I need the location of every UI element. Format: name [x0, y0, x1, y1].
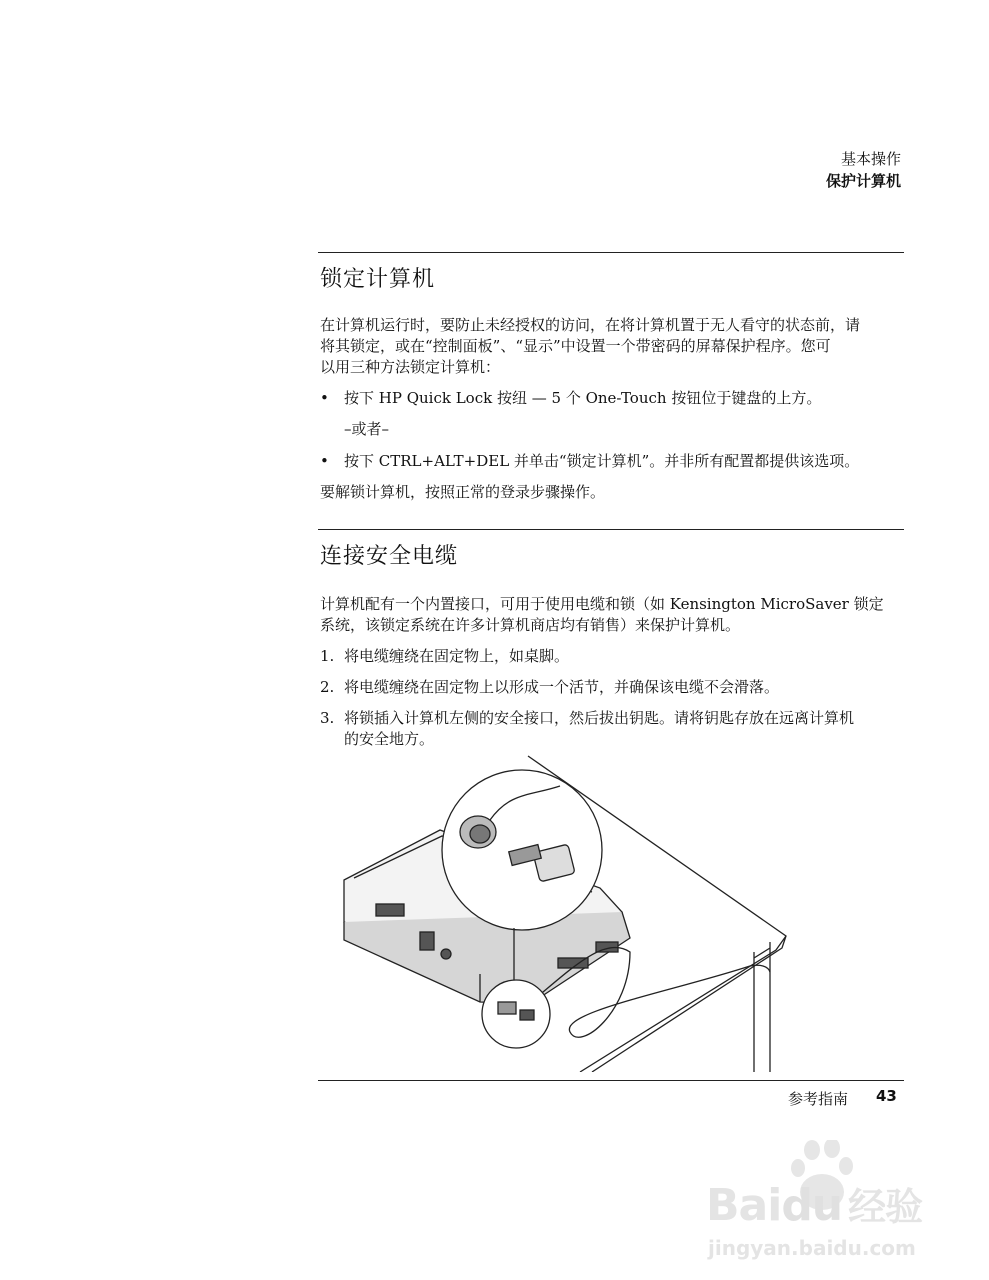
- lock-bullet-1: [320, 388, 904, 409]
- watermark-brand2: du: [781, 1180, 843, 1231]
- bullet-dot: •: [320, 389, 329, 407]
- lock-unlock: 要解锁计算机，按照正常的登录步骤操作。: [320, 483, 606, 501]
- watermark-brand-cn: 经验: [848, 1185, 923, 1229]
- cable-step-3: [320, 708, 904, 750]
- lock-face: [470, 825, 490, 843]
- section-rule: [318, 529, 904, 530]
- running-header-section: 基本操作: [840, 150, 901, 168]
- lock-section-title: 锁定计算机: [320, 267, 436, 292]
- lock-intro-line: 将其锁定，或在“控制面板”、“显示”中设置一个带密码的屏幕保护程序。您可: [320, 337, 831, 355]
- laptop-port: [441, 949, 451, 959]
- cable-intro-line: 计算机配有一个内置接口，可用于使用电缆和锁（如 Kensington MicroSaver 锁定: [320, 595, 884, 613]
- section-rule: [318, 252, 904, 253]
- step-number: 3.: [320, 709, 335, 727]
- security-cable-illustration: [330, 752, 910, 1072]
- step-text: 将电缆缠绕在固定物上，如桌脚。: [344, 647, 570, 665]
- running-header-subsection: 保护计算机: [825, 172, 901, 190]
- watermark-url: jingyan.baidu.com: [708, 1236, 916, 1260]
- baidu-watermark: [700, 1140, 940, 1270]
- cable-section-title: 连接安全电缆: [320, 544, 459, 569]
- cable-step-1: [320, 646, 904, 667]
- step-text: 将电缆缠绕在固定物上以形成一个活节，并确保该电缆不会滑落。: [344, 678, 780, 696]
- bullet-dot: •: [320, 452, 329, 470]
- page-number: 43: [876, 1087, 897, 1105]
- small-lock: [498, 1002, 516, 1014]
- lock-bullet-2-text: 按下 CTRL+ALT+DEL 并单击“锁定计算机”。并非所有配置都提供该选项。: [344, 452, 860, 470]
- cable-step-2: [320, 677, 904, 698]
- lock-bullet-2: [320, 451, 904, 472]
- laptop-port: [376, 904, 404, 916]
- lock-intro-line: 在计算机运行时，要防止未经授权的访问，在将计算机置于无人看守的状态前，请: [320, 316, 861, 334]
- cable-intro: [320, 594, 904, 636]
- step-text: [344, 708, 904, 750]
- lock-intro-line: 以用三种方法锁定计算机：: [320, 358, 501, 376]
- step-number: 1.: [320, 647, 335, 665]
- table-edge: [580, 936, 786, 1072]
- cable-intro-line: 系统，该锁定系统在许多计算机商店均有销售）来保护计算机。: [320, 616, 741, 634]
- watermark-brand: Bai: [706, 1180, 782, 1231]
- lock-intro: [320, 315, 904, 378]
- lock-or: –或者–: [344, 420, 390, 438]
- footer-label: 参考指南: [788, 1090, 849, 1108]
- footer-rule: [318, 1080, 904, 1081]
- step-text-line: 的安全地方。: [344, 730, 435, 748]
- step-text-line: 将锁插入计算机左侧的安全接口，然后拔出钥匙。请将钥匙存放在远离计算机: [344, 709, 855, 727]
- lock-bullet-1-text: 按下 HP Quick Lock 按纽 — 5 个 One-Touch 按钮位于键盘的上方。: [344, 389, 822, 407]
- small-key: [520, 1010, 534, 1020]
- step-number: 2.: [320, 678, 335, 696]
- laptop-port: [420, 932, 434, 950]
